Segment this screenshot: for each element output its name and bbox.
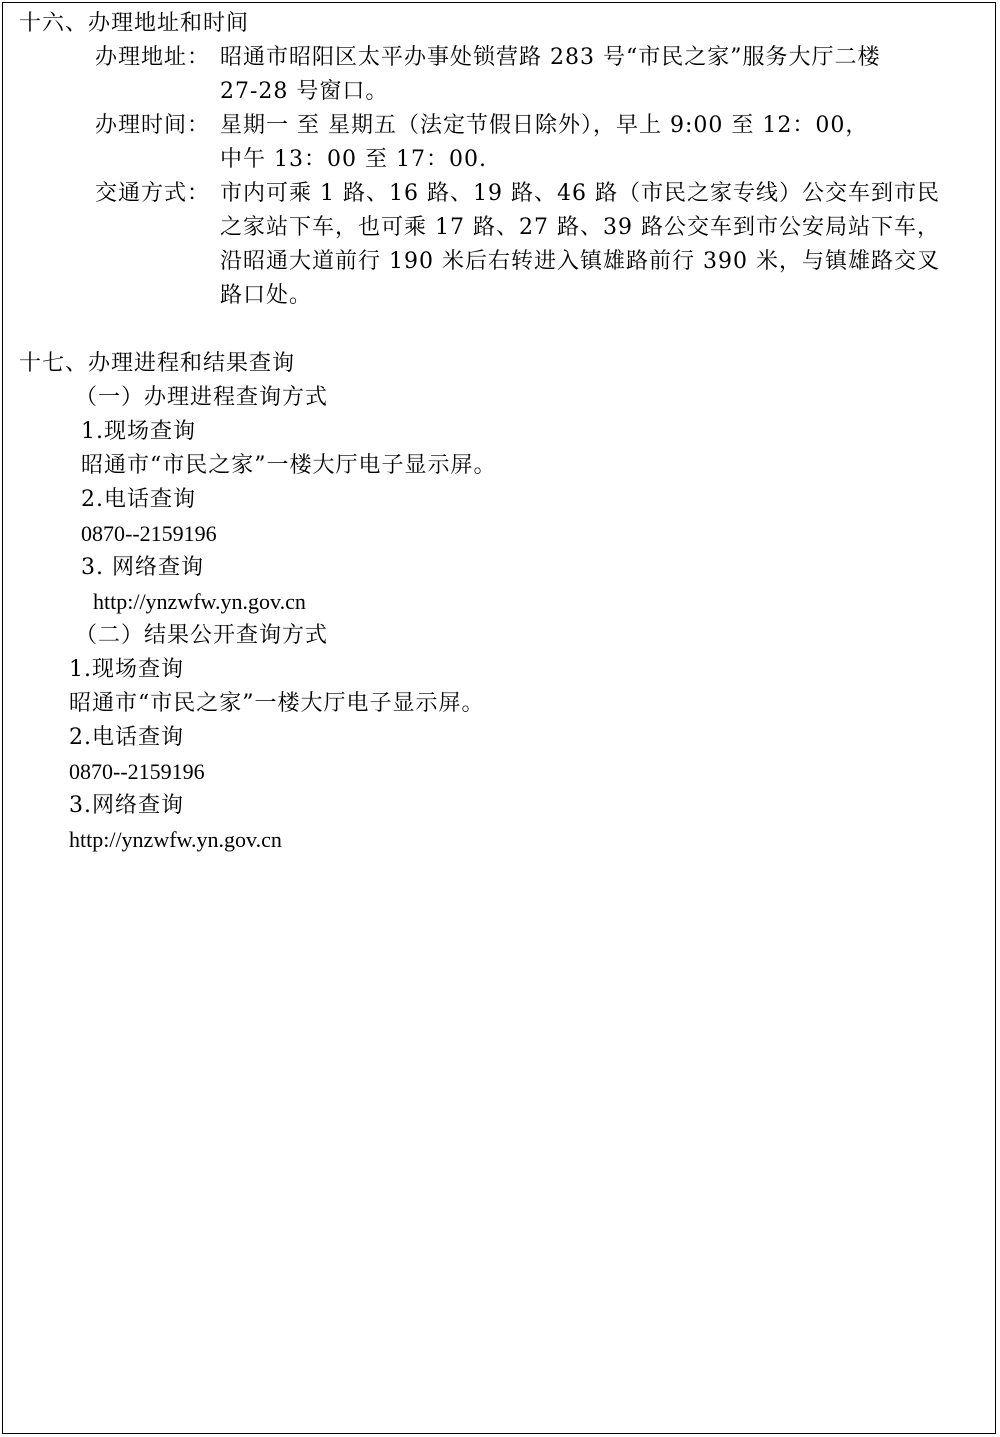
progress-onsite-title: 1.现场查询 <box>81 419 196 444</box>
result-onsite-text: 昭通市“市民之家”一楼大厅电子显示屏。 <box>69 691 485 716</box>
transit-label: 交通方式： <box>95 181 211 206</box>
progress-web-url: http://ynzwfw.yn.gov.cn <box>93 589 306 614</box>
hours-row <box>95 111 868 141</box>
result-query-title: （二）结果公开查询方式 <box>75 623 329 648</box>
progress-query-title: （一）办理进程查询方式 <box>75 385 329 410</box>
section-17-heading: 十七、办理进程和结果查询 <box>19 351 296 376</box>
document-page <box>2 2 996 1434</box>
progress-phone-number: 0870--2159196 <box>81 521 217 546</box>
hours-line-2: 中午 13：00 至 17：00. <box>220 147 487 172</box>
address-line-1: 昭通市昭阳区太平办事处锁营路 283 号“市民之家”服务大厅二楼 <box>220 45 881 70</box>
result-phone-number: 0870--2159196 <box>69 759 205 784</box>
section-16-heading: 十六、办理地址和时间 <box>19 11 250 36</box>
transit-line-1: 市内可乘 1 路、16 路、19 路、46 路（市民之家专线）公交车到市民 <box>220 181 940 206</box>
progress-onsite-text: 昭通市“市民之家”一楼大厅电子显示屏。 <box>81 453 497 478</box>
result-web-url: http://ynzwfw.yn.gov.cn <box>69 827 282 852</box>
progress-phone-title: 2.电话查询 <box>81 487 196 512</box>
result-web-title: 3.网络查询 <box>69 793 184 818</box>
address-label: 办理地址： <box>95 45 211 70</box>
result-phone-title: 2.电话查询 <box>69 725 184 750</box>
hours-line-1: 星期一 至 星期五（法定节假日除外），早上 9:00 至 12：00， <box>220 113 869 138</box>
transit-row <box>95 179 940 209</box>
progress-web-title: 3. 网络查询 <box>81 555 204 580</box>
hours-label: 办理时间： <box>95 113 211 138</box>
transit-line-4: 路口处。 <box>220 283 313 308</box>
address-line-2: 27-28 号窗口。 <box>220 79 389 104</box>
result-onsite-title: 1.现场查询 <box>69 657 184 682</box>
address-row <box>95 43 880 73</box>
transit-line-2: 之家站下车，也可乘 17 路、27 路、39 路公交车到市公安局站下车， <box>220 215 940 240</box>
transit-line-3: 沿昭通大道前行 190 米后右转进入镇雄路前行 390 米，与镇雄路交叉 <box>220 249 940 274</box>
